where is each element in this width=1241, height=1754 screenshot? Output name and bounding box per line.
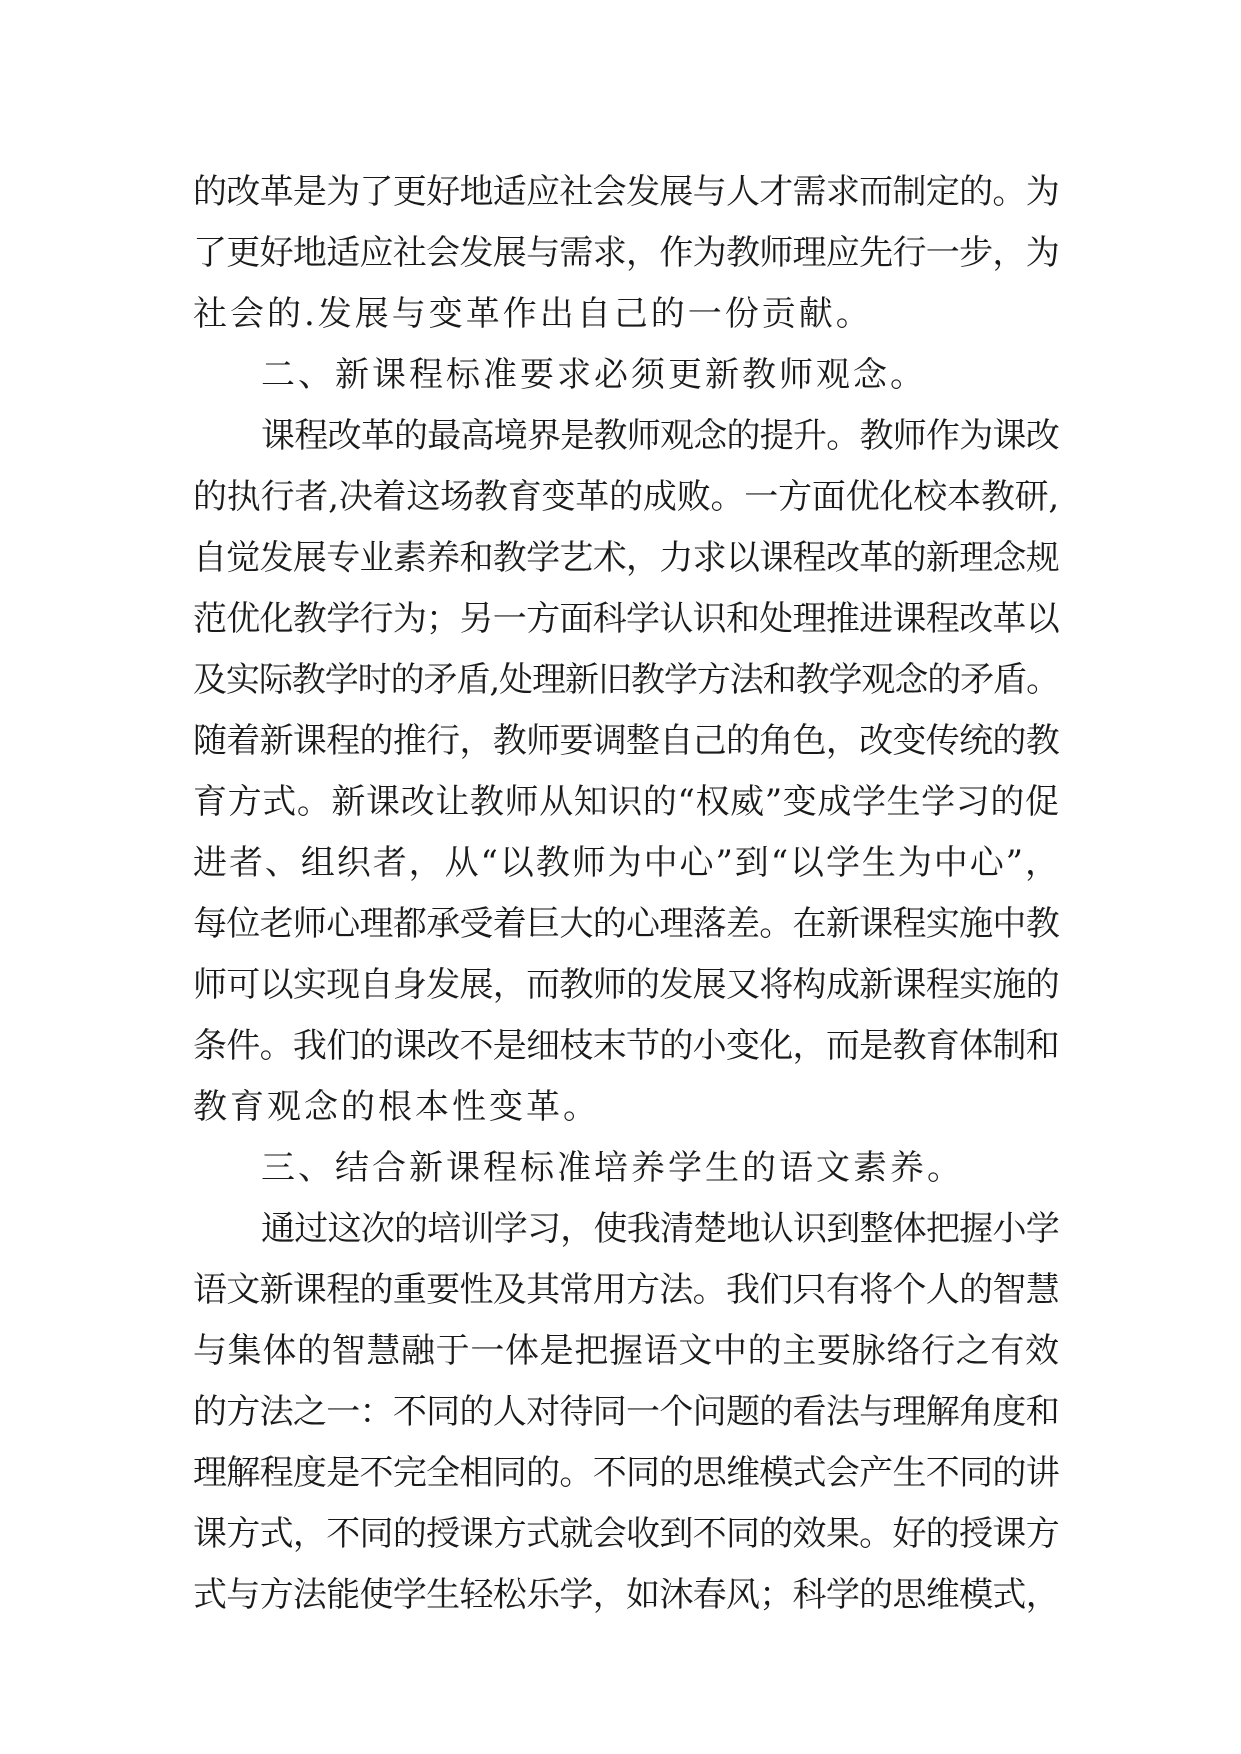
text-line: 师可以实现自身发展，而教师的发展又将构成新课程实施的	[193, 965, 1059, 1005]
text-line: 条件。我们的课改不是细枝末节的小变化，而是教育体制和	[193, 1026, 1059, 1066]
document-body	[193, 162, 1059, 1626]
text-line: 的执行者,决着这场教育变革的成败。一方面优化校本教研,	[193, 477, 1059, 517]
section-heading: 二、新课程标准要求必须更新教师观念。	[261, 355, 927, 395]
text-line: 通过这次的培训学习，使我清楚地认识到整体把握小学	[261, 1209, 1059, 1249]
text-line: 课方式，不同的授课方式就会收到不同的效果。好的授课方	[193, 1514, 1059, 1554]
text-line: 及实际教学时的矛盾,处理新旧教学方法和教学观念的矛盾。	[193, 660, 1059, 700]
text-line: 的方法之一：不同的人对待同一个问题的看法与理解角度和	[193, 1392, 1059, 1432]
text-line: 式与方法能使学生轻松乐学，如沐春风；科学的思维模式，	[193, 1575, 1059, 1615]
text-line: 范优化教学行为；另一方面科学认识和处理推进课程改革以	[193, 599, 1059, 639]
text-line: 与集体的智慧融于一体是把握语文中的主要脉络行之有效	[193, 1331, 1059, 1371]
text-line: 理解程度是不完全相同的。不同的思维模式会产生不同的讲	[193, 1453, 1059, 1493]
section-heading: 三、结合新课程标准培养学生的语文素养。	[261, 1148, 964, 1188]
text-line: 自觉发展专业素养和教学艺术，力求以课程改革的新理念规	[193, 538, 1059, 578]
text-line: 教育观念的根本性变革。	[193, 1087, 600, 1127]
text-line: 进者、组织者，从“以教师为中心”到“以学生为中心”，	[193, 843, 1059, 883]
text-line: 课程改革的最高境界是教师观念的提升。教师作为课改	[261, 416, 1059, 456]
text-line: 的改革是为了更好地适应社会发展与人才需求而制定的。为	[193, 172, 1059, 212]
text-line: 随着新课程的推行，教师要调整自己的角色，改变传统的教	[193, 721, 1059, 761]
text-line: 每位老师心理都承受着巨大的心理落差。在新课程实施中教	[193, 904, 1059, 944]
text-line: 语文新课程的重要性及其常用方法。我们只有将个人的智慧	[193, 1270, 1059, 1310]
text-line: 育方式。新课改让教师从知识的“权威”变成学生学习的促	[193, 782, 1059, 822]
text-line: 了更好地适应社会发展与需求，作为教师理应先行一步，为	[193, 233, 1059, 273]
text-line: 社会的.发展与变革作出自己的一份贡献。	[193, 294, 873, 334]
